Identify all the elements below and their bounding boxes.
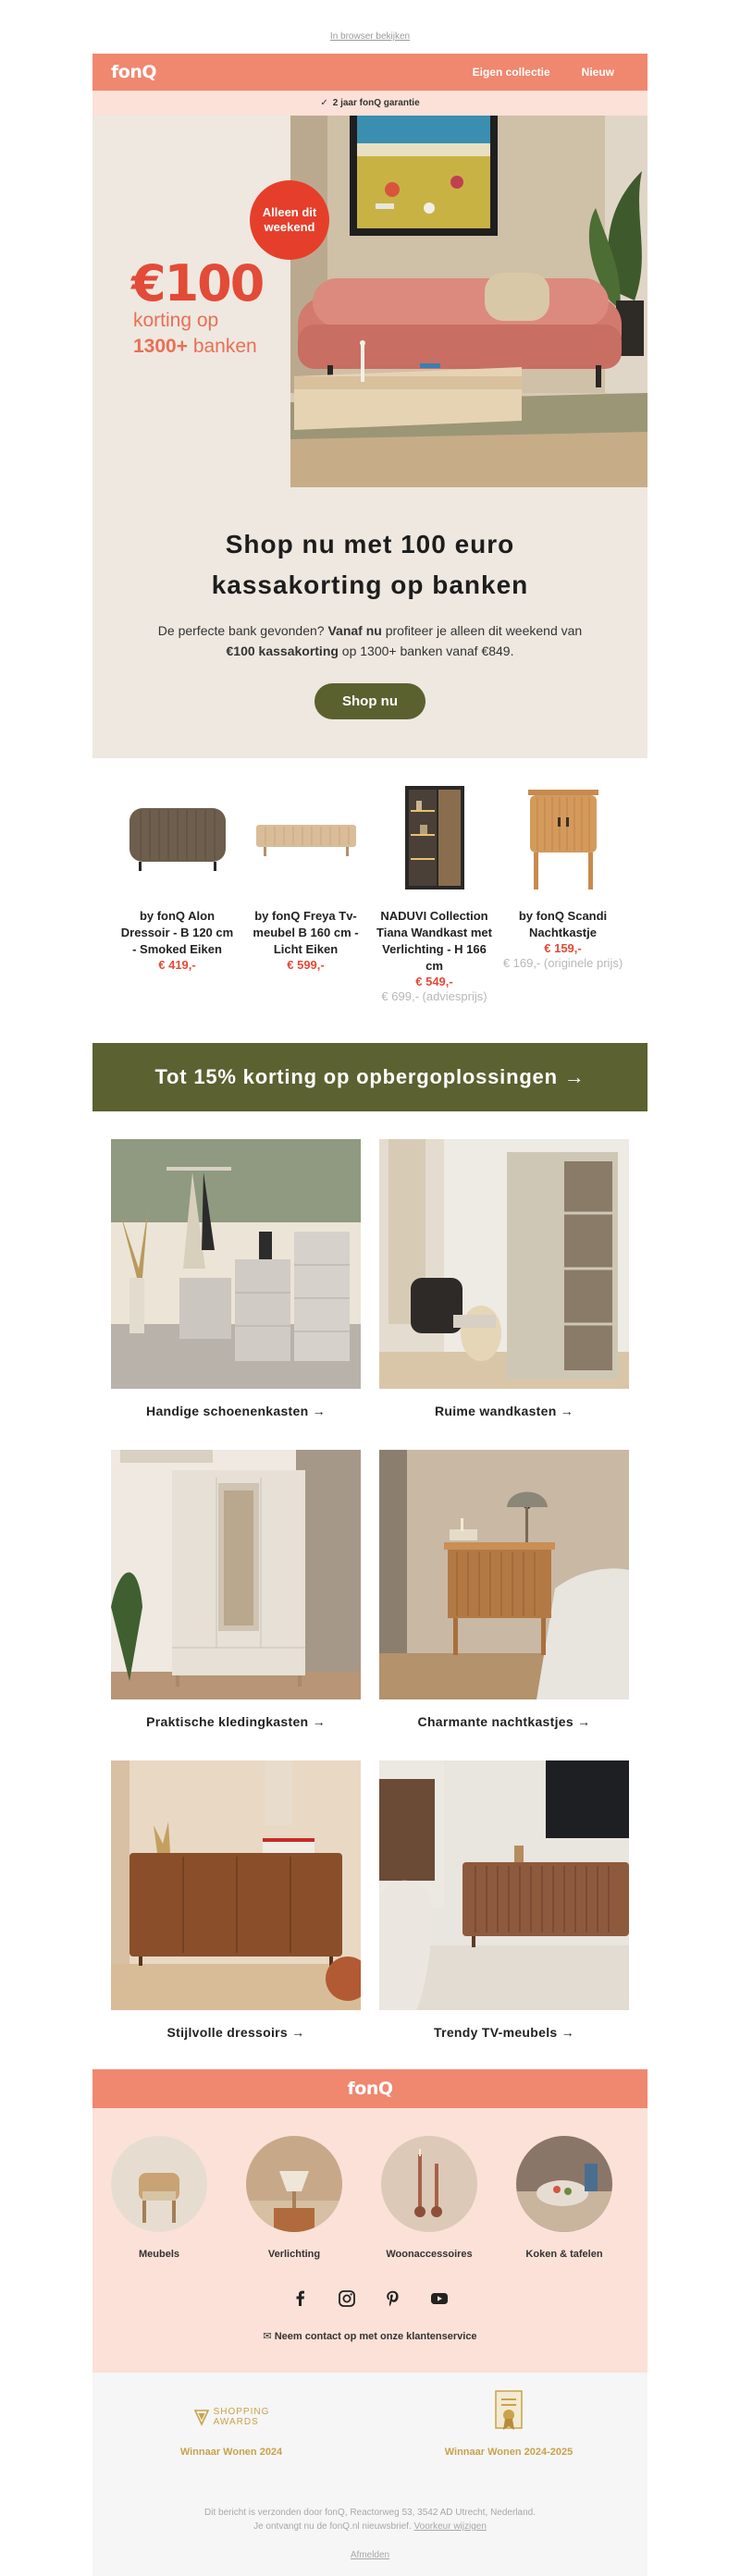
weekend-badge	[250, 180, 329, 260]
nav-nieuw[interactable]: Nieuw	[581, 66, 614, 79]
intro-text-a: De perfecte bank gevonden?	[157, 623, 328, 638]
guarantee-bar	[92, 91, 648, 116]
award-label: Winnaar Wonen 2024	[179, 2447, 283, 2458]
product-price: € 549,-	[415, 975, 453, 988]
product-name[interactable]: NADUVI Collection Tiana Wandkast met Verlichting - H 166 cm	[376, 909, 492, 973]
hero-sofa-image[interactable]	[290, 116, 648, 487]
product-card[interactable]	[241, 782, 370, 1043]
product-image-tv-meubel[interactable]	[251, 782, 362, 893]
award1-logo-line1: SHOPPING	[213, 2407, 270, 2417]
award-wonen	[370, 2400, 648, 2458]
product-name[interactable]: by fonQ Scandi Nachtkastje	[518, 909, 608, 939]
category-image-tv-meubels[interactable]	[379, 1760, 629, 2010]
award-shopping-awards	[92, 2400, 370, 2458]
fonq-logo[interactable]: fonQ	[111, 62, 156, 82]
unsubscribe-link[interactable]: Afmelden	[350, 2550, 390, 2560]
footer-category-koken-tafelen[interactable]	[516, 2136, 612, 2260]
shop-now-button[interactable]: Shop nu	[314, 683, 426, 719]
badge-line1: Alleen dit	[262, 205, 317, 220]
nav-eigen-collectie[interactable]: Eigen collectie	[472, 66, 550, 79]
product-image-wandkast[interactable]	[379, 782, 490, 893]
product-row	[92, 758, 648, 1043]
category-tile[interactable]	[379, 1139, 629, 1418]
category-tile[interactable]	[111, 1760, 361, 2040]
address-line1: Dit bericht is verzonden door fonQ, Reactorweg 53, 3542 AD Utrecht, Nederland.	[204, 2508, 536, 2518]
preferences-link[interactable]: Voorkeur wijzigen	[413, 2521, 487, 2532]
footer-categories	[92, 2108, 648, 2373]
footer-category-label[interactable]: Woonaccessoires	[386, 2249, 473, 2260]
hero-line2	[133, 336, 257, 358]
intro-text	[153, 620, 587, 661]
category-image-schoenenkasten[interactable]	[111, 1139, 361, 1389]
facebook-icon[interactable]	[291, 2289, 310, 2308]
category-tile[interactable]	[111, 1139, 361, 1418]
intro-section	[92, 487, 648, 758]
intro-text-b: Vanaf nu	[327, 623, 382, 638]
contact-link[interactable]	[92, 2330, 648, 2342]
footer-category-label[interactable]: Koken & tafelen	[525, 2249, 603, 2260]
category-image-dressoirs[interactable]	[111, 1760, 361, 2010]
footer-logo-bar	[92, 2069, 648, 2108]
social-links	[92, 2289, 648, 2308]
address-text	[92, 2506, 648, 2533]
intro-text-c: profiteer je alleen dit weekend van	[381, 623, 583, 638]
product-card[interactable]	[113, 782, 241, 1043]
category-image-kledingkasten[interactable]	[111, 1450, 361, 1699]
hero-banner[interactable]	[92, 116, 648, 487]
intro-title-line1: Shop nu met 100 euro	[225, 530, 515, 558]
header-bar	[92, 54, 648, 91]
youtube-icon[interactable]	[430, 2289, 449, 2308]
product-old-price: € 699,- (adviesprijs)	[381, 989, 487, 1003]
product-name[interactable]: by fonQ Freya Tv-meubel B 160 cm - Licht Eiken	[253, 909, 359, 956]
category-image-nachtkastjes[interactable]	[379, 1450, 629, 1699]
category-tile[interactable]	[379, 1760, 629, 2040]
hero-line2-bold: 1300+	[133, 336, 188, 357]
storage-discount-banner[interactable]: Tot 15% korting op opbergoplossingen →	[92, 1043, 648, 1111]
award-certificate-icon	[370, 2387, 648, 2434]
product-price: € 159,-	[544, 941, 582, 955]
category-label[interactable]: Ruime wandkasten →	[434, 1404, 574, 1418]
footer-category-verlichting[interactable]	[246, 2136, 342, 2260]
product-image-dressoir[interactable]	[122, 782, 233, 893]
shopping-awards-logo	[92, 2400, 370, 2434]
intro-text-d: €100 kassakorting	[226, 644, 339, 658]
hero-line2-rest: banken	[187, 336, 257, 357]
award1-logo-line2: AWARDS	[213, 2417, 259, 2427]
footer-category-label[interactable]: Verlichting	[267, 2249, 321, 2260]
footer-circle-image[interactable]	[381, 2136, 477, 2232]
product-card[interactable]	[370, 782, 499, 1043]
header-nav	[473, 66, 629, 79]
product-name[interactable]: by fonQ Alon Dressoir - B 120 cm - Smoked Eiken	[120, 909, 234, 956]
hero-text-panel	[92, 116, 290, 487]
hero-price: €100	[131, 254, 264, 313]
guarantee-text: 2 jaar fonQ garantie	[332, 98, 420, 108]
mail-icon: ✉	[263, 2331, 272, 2342]
footer-category-list	[111, 2136, 612, 2260]
product-price: € 419,-	[158, 958, 196, 972]
product-image-nachtkastje[interactable]	[508, 782, 619, 893]
category-image-wandkasten[interactable]	[379, 1139, 629, 1389]
footer-category-label[interactable]: Meubels	[138, 2249, 179, 2260]
address-line2	[92, 2520, 648, 2533]
checkmark-icon: ✓	[320, 98, 328, 108]
product-price: € 599,-	[287, 958, 325, 972]
category-label[interactable]: Handige schoenenkasten →	[146, 1404, 326, 1418]
footer-fonq-logo[interactable]: fonQ	[347, 2079, 393, 2099]
badge-line2: weekend	[264, 220, 315, 234]
intro-text-e: op 1300+ banken vanaf €849.	[338, 644, 514, 658]
category-tile[interactable]	[111, 1450, 361, 1729]
intro-title	[92, 524, 648, 606]
category-label[interactable]: Praktische kledingkasten →	[146, 1714, 326, 1729]
address-line2-text: Je ontvangt nu de fonQ.nl nieuwsbrief.	[253, 2521, 414, 2532]
footer-circle-image[interactable]	[516, 2136, 612, 2232]
browser-link-bar	[92, 0, 648, 54]
contact-text[interactable]: Neem contact op met onze klantenservice	[274, 2331, 477, 2342]
footer-category-woonaccessoires[interactable]	[381, 2136, 477, 2260]
pinterest-icon[interactable]	[384, 2289, 402, 2308]
category-label[interactable]: Trendy TV-meubels →	[434, 2025, 574, 2040]
intro-title-line2: kassakorting op banken	[211, 570, 529, 599]
footer-circle-image[interactable]	[246, 2136, 342, 2232]
view-in-browser-link[interactable]: In browser bekijken	[329, 31, 411, 42]
award-label: Winnaar Wonen 2024-2025	[444, 2447, 574, 2458]
footer-circle-image[interactable]	[111, 2136, 207, 2232]
product-old-price: € 169,- (originele prijs)	[502, 956, 623, 970]
product-card[interactable]	[499, 782, 627, 1043]
footer-category-meubels[interactable]	[111, 2136, 207, 2260]
category-label[interactable]: Charmante nachtkastjes →	[417, 1714, 591, 1729]
footer-awards	[92, 2373, 648, 2576]
category-label[interactable]: Stijlvolle dressoirs →	[166, 2025, 305, 2040]
instagram-icon[interactable]	[338, 2289, 356, 2308]
category-tile[interactable]	[379, 1450, 629, 1729]
hero-line1: korting op	[133, 310, 219, 331]
